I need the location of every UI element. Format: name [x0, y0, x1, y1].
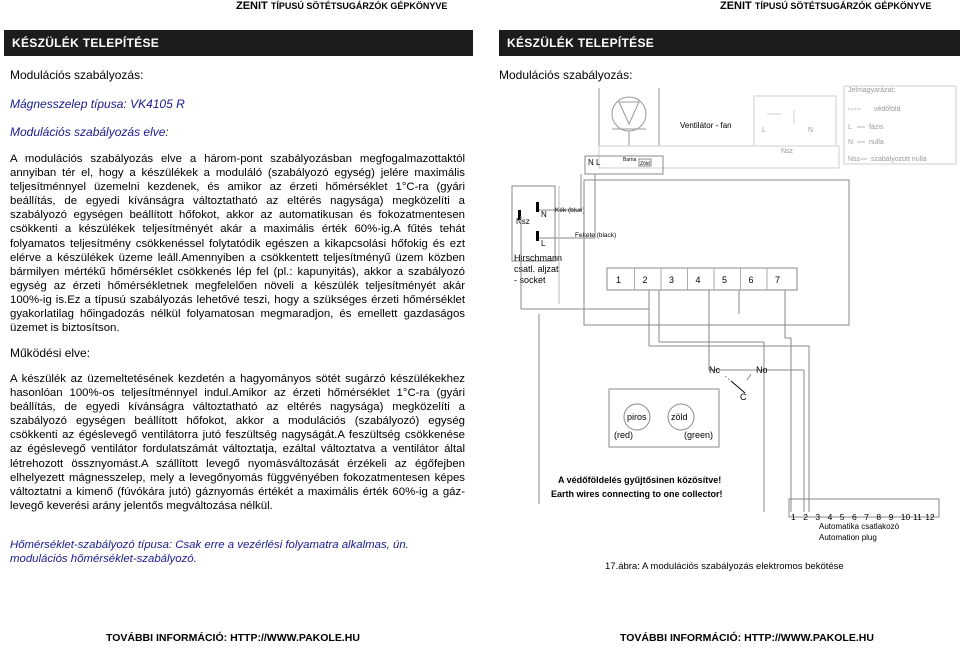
automation-terminal-12: 12 — [925, 512, 935, 522]
automation-terminal-8: 8 — [876, 512, 882, 522]
header-rest: TÍPUSÚ SÖTÉTSUGÁRZÓK GÉPKÖNYVE — [754, 1, 932, 11]
fan-label: Ventilátor - fan — [680, 121, 732, 130]
terminal-2: 2 — [642, 275, 648, 285]
connector-zold: Zöld — [640, 161, 650, 167]
heading-modulacios-right: Modulációs szabályozás: — [499, 68, 633, 82]
automation-terminal-4: 4 — [827, 512, 833, 522]
header-brand: ZENIT — [236, 0, 268, 12]
fan-box-N: N — [808, 127, 814, 134]
lamp-zold: zöld — [671, 412, 688, 422]
socket-Nsz: Nsz — [516, 217, 530, 226]
wiring-diagram — [499, 84, 960, 564]
header-right — [720, 0, 931, 14]
terminal-4: 4 — [695, 275, 701, 285]
fan-box-L: L — [762, 127, 766, 134]
earth-note-hu: A védőföldelés gyűjtősinen közösítve! — [558, 475, 722, 485]
paragraph-mukodes: A készülék az üzemeltetésének kezdetén a hagyományos sötét sugárzó készülékekhez hasonlóan 100%-os teljesítménnyel indul.Amikor az érzeti hőmérséklet 1°C-ra (gyári beállítás, de egyedi kívánságra változtatható az eltérés nagysága) megközelíti a szabályozó egységen beállított hőfokot, akkor a modulációs (szabályozó) egység csökkenti az égéslevegő ventilátorra jutó feszültség nagyságát.A feszültség csökkenése az égéslevegő ventilátor fordulatszámát változtatja, ezáltal változtatva a ventilátor által létrehozott össznyomást.A szállított levegő nyomásváltozását érzékeli az égőfejben elhelyezett mágnesszelep, mely a levegőnyomás függvényében fokozatmentesen képes változtatni a kimenő (fúvókára jutó) gáznyomás értékét a maximális érték 60%-ig a gáz-levegő keverési arány jelentős megváltozása nélkül. — [10, 373, 465, 512]
header-brand: ZENIT — [720, 0, 752, 12]
figure-caption: 17.ábra: A modulációs szabályozás elektromos bekötése — [605, 561, 844, 572]
header-rest: TÍPUSÚ SÖTÉTSUGÁRZÓK GÉPKÖNYVE — [270, 1, 448, 11]
header-left — [236, 0, 447, 14]
footer-right — [620, 632, 874, 644]
relay-C: C — [740, 392, 747, 402]
note-thermostat: Hőmérséklet-szabályozó típusa: Csak erre a vezérlési folyamatra alkalmas, ún. modulációs hőmérséklet-szabályozó. — [10, 539, 409, 565]
socket-label-3: - socket — [514, 275, 546, 285]
legend-Nsz: Nsz — [848, 156, 861, 163]
lamp-piros: piros — [627, 412, 647, 422]
connector-barna: Barna — [623, 157, 637, 163]
legend-L-text: fázis — [869, 124, 884, 131]
footer-lead: TOVÁBBI INFORMÁCIÓ: — [620, 632, 742, 644]
terminal-6: 6 — [748, 275, 754, 285]
automation-terminal-3: 3 — [815, 512, 821, 522]
fan-box-Nsz: Nsz — [781, 148, 794, 155]
footer-link[interactable]: HTTP://WWW.PAKOLE.HU — [744, 632, 874, 644]
wire-fekete: Fekete (black) — [575, 232, 617, 239]
heading-elve: Modulációs szabályozás elve: — [10, 125, 169, 139]
automation-terminal-6: 6 — [852, 512, 857, 522]
automation-terminal-7: 7 — [864, 512, 869, 522]
terminal-5: 5 — [722, 275, 728, 285]
footer-left — [106, 632, 360, 644]
socket-L: L — [541, 239, 546, 248]
legend-N-text: nulla — [869, 139, 884, 146]
automation-hu: Automatika csatlakozó — [819, 522, 900, 531]
terminal-1: 1 — [616, 275, 622, 285]
connector-N-L: N L — [588, 158, 601, 167]
legend-L: L — [848, 124, 852, 131]
heading-magnesszelep: Mágnesszelep típusa: VK4105 R — [10, 97, 185, 111]
terminal-3: 3 — [669, 275, 675, 285]
relay-No: No — [756, 365, 768, 375]
automation-en: Automation plug — [819, 533, 877, 542]
lamp-red-en: (red) — [614, 430, 634, 440]
section-title: KÉSZÜLÉK TELEPÍTÉSE — [12, 36, 160, 50]
legend-title: Jelmagyarázat: — [848, 87, 896, 94]
automation-terminal-10: 10 — [900, 512, 911, 522]
legend-frame — [844, 86, 956, 164]
automation-terminal-1: 1 — [791, 512, 796, 522]
legend-Nsz-text: szabályozott nulla — [871, 156, 927, 163]
lamp-green-en: (green) — [684, 430, 714, 440]
terminal-7: 7 — [775, 275, 781, 285]
wire-kek: Kék (blue) — [555, 207, 585, 214]
automation-terminal-2: 2 — [803, 512, 808, 522]
automation-terminal-5: 5 — [839, 512, 845, 522]
socket-N: N — [541, 210, 547, 219]
heading-mukodes: Működési elve: — [10, 346, 91, 360]
socket-label-2: csatl. aljzat — [514, 264, 559, 274]
legend-N: N — [848, 139, 854, 146]
socket-label-1: Hirschmann — [514, 253, 563, 263]
automation-terminal-9: 9 — [888, 512, 894, 522]
heading-modulacios: Modulációs szabályozás: — [10, 68, 144, 82]
legend-pe: védőföld — [874, 106, 901, 113]
terminal-strip — [607, 268, 797, 290]
section-bar-left — [4, 30, 473, 56]
paragraph-elve: A modulációs szabályozás elve a három-pont szabályozásban megfogalmazottaktól annyiban tér el, hogy a készülékek a moduláló (szabályozó egység) jelére maximális teljesítménnyel üzemelni kezdenek, és amikor az érzeti hőmérséklet 1°C-ra (gyári beállítás, de egyedi kívánságra változtatható az eltérés nagysága) megközelíti a szabályozó egységen beállított hőfokot, akkor az automatikusan és fokozatmentesen csökkenti a készülékek teljesítményét akár a maximális érték 60%-ig.A fűtés tehát folyamatos teljesítmény csökkenéssel folytatódik egészen a kikapcsolási hőfokig és ezt elérve a készülékek üzeme leáll.Amennyiben a csökkentett teljesítményű üzem közben bármilyen mértékű hőmérséklet csökkenés lép fel (pl.: kapunyitás), akkor a szabályozó egység az érzeti hőmérsékletnek megfelelően növeli a készülék teljesítményét akár 100%-ig is.Ez a típusú szabályozás lehetővé teszi, hogy a szükséges érzeti hőmérséklet gyakorlatilag hőingadozás nélkül folyamatosan megmaradjon, és emellett gazdaságos üzemet is biztosítson. — [10, 153, 465, 335]
relay-Nc: Nc — [709, 365, 720, 375]
earth-note-en: Earth wires connecting to one collector! — [551, 489, 723, 499]
automation-terminal-11: 11 — [913, 512, 922, 522]
footer-lead: TOVÁBBI INFORMÁCIÓ: — [106, 632, 228, 644]
section-title: KÉSZÜLÉK TELEPÍTÉSE — [507, 36, 655, 50]
section-bar-right — [499, 30, 960, 56]
footer-link[interactable]: HTTP://WWW.PAKOLE.HU — [230, 632, 360, 644]
